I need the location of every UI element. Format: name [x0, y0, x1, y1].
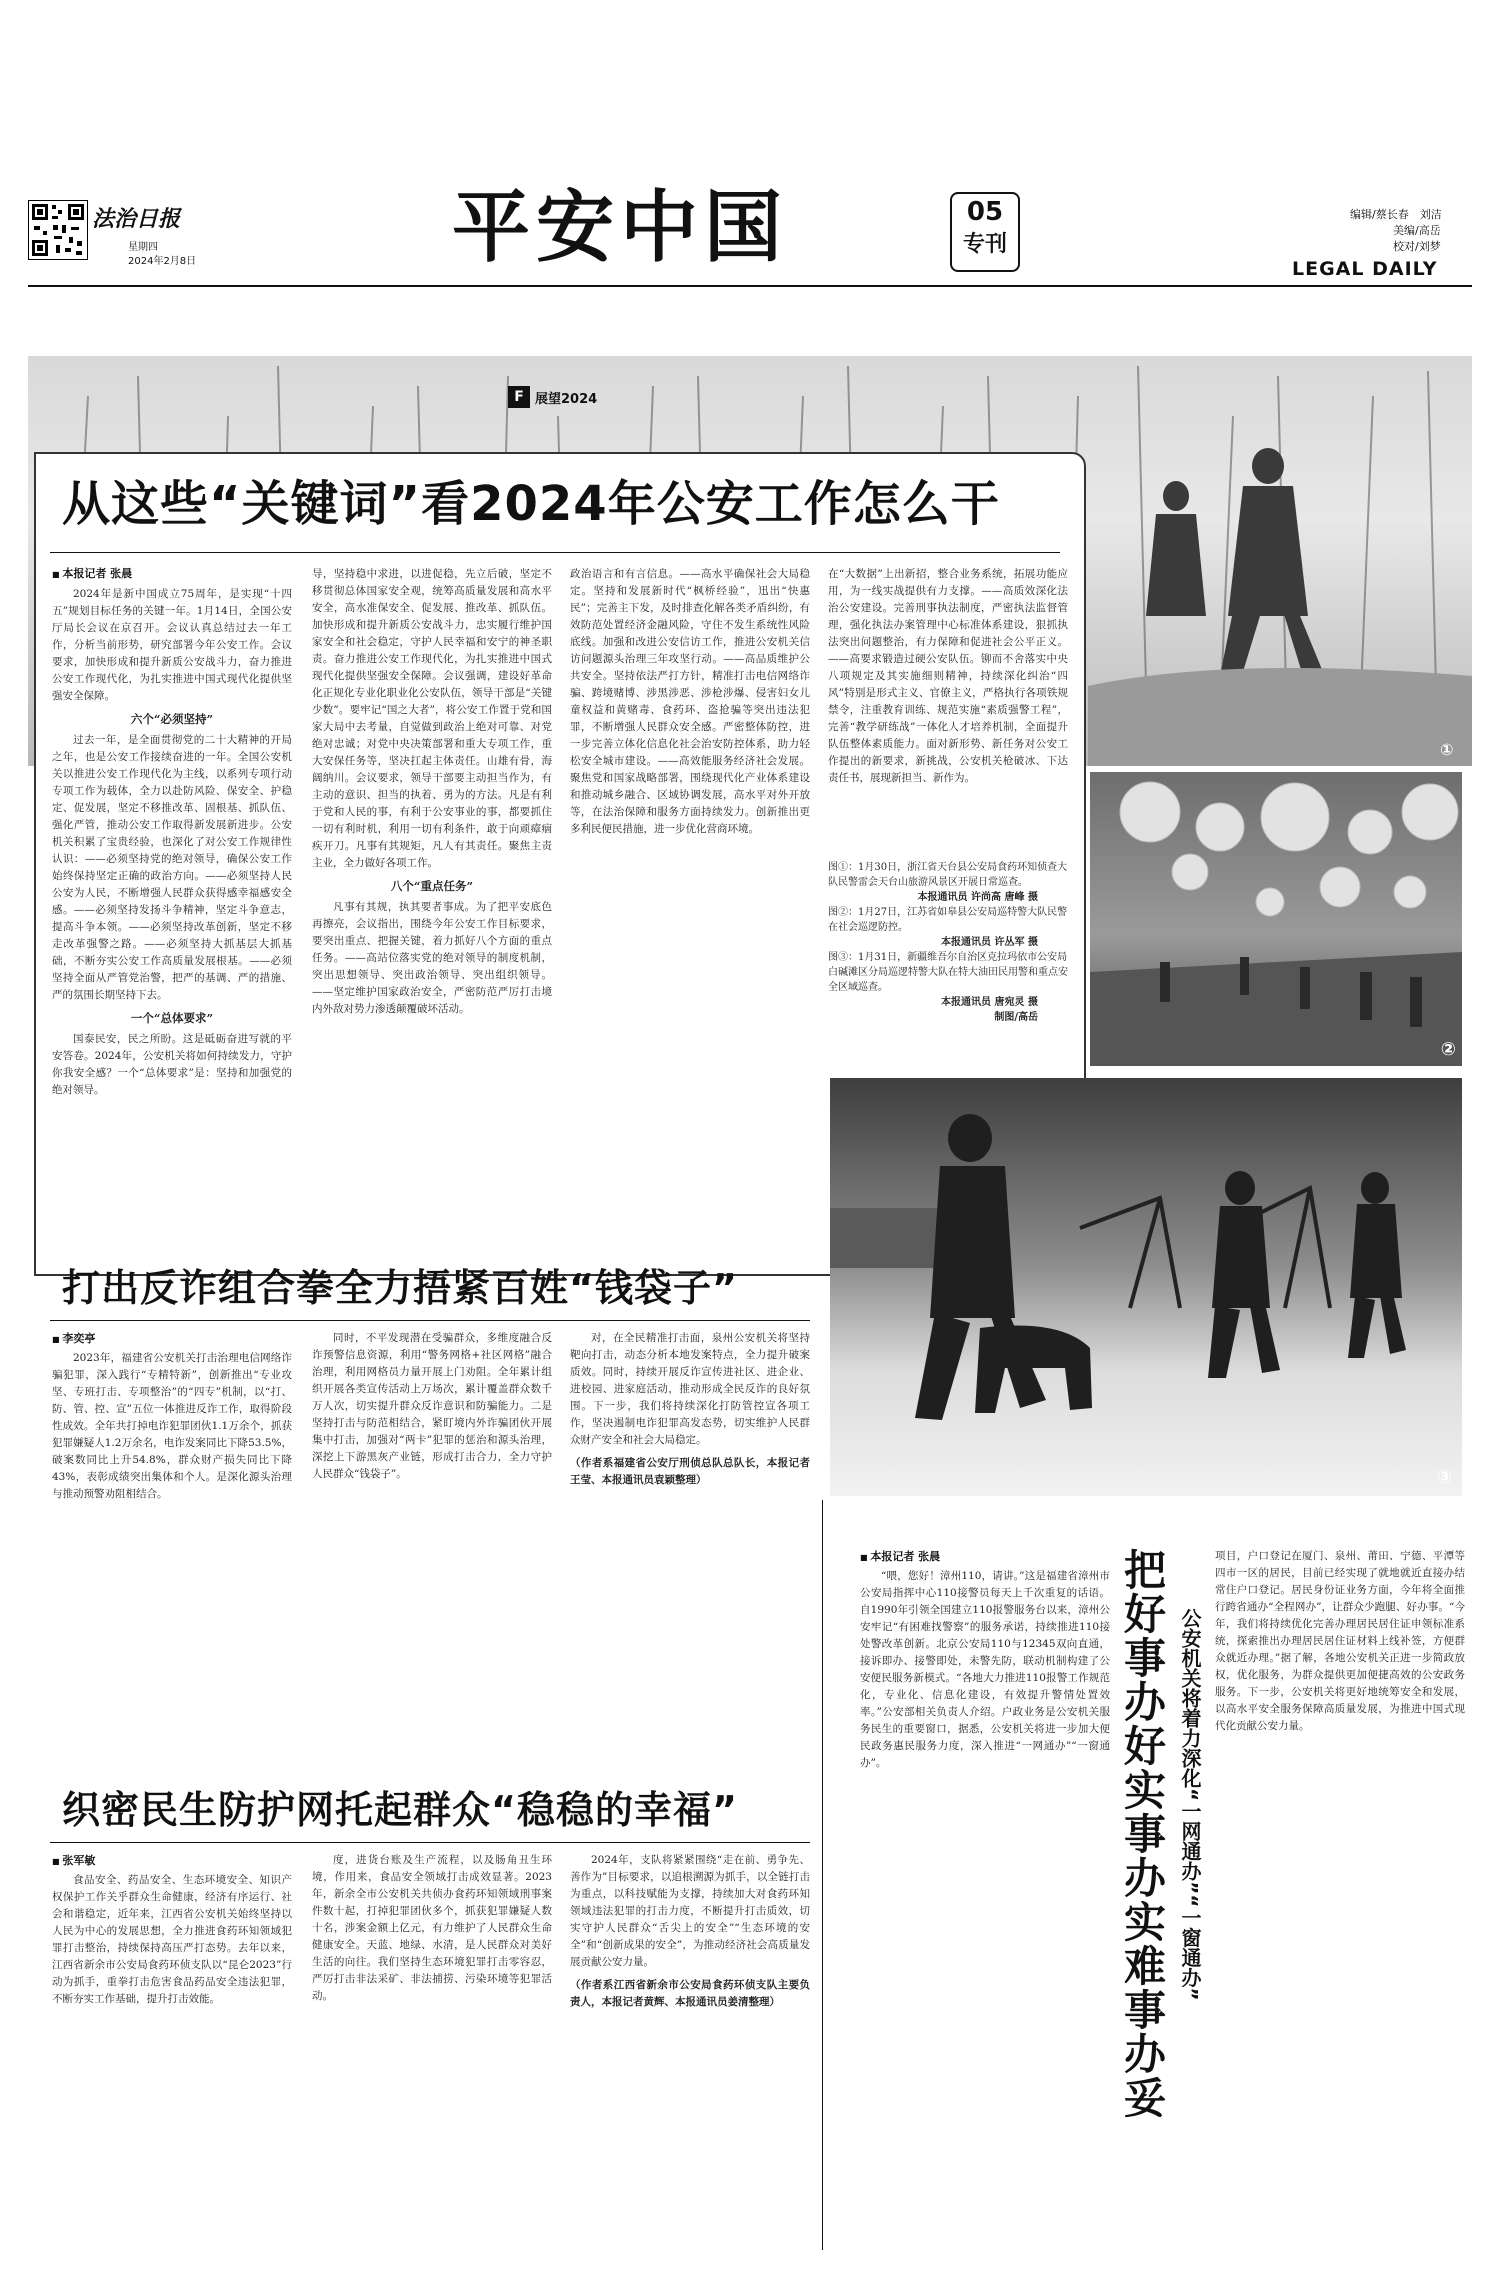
- paper-name: 法治日报: [92, 206, 181, 232]
- section-title: 平安中国: [452, 183, 789, 273]
- article1-p3: 国泰民安，民之所盼。这是砥砺奋进写就的平安答卷。2024年，公安机关将如何持续发力，守护你我安全感？一个“总体要求”是：坚持和加强党的绝对领导。: [52, 1033, 292, 1096]
- article1-subhead-1: 六个“必须坚持”: [130, 712, 214, 726]
- article1-col2-text: 导，坚持稳中求进，以进促稳，先立后破，坚定不移贯彻总体国家安全观，统筹高质量发展和高水平安全，高水准保安全、促发展、推改革、抓队伍。加快形成和提升新质公安战斗力，忠实履行维护国家安全和社会稳定，守护人民幸福和安宁的神圣职责。奋力推进公安工作现代化，为扎实推进中国式现代化提供坚强安全保障。会议强调，建设好革命化正规化专业化职业化公安队伍，领导干部是“关键少数”。要牢记“国之大者”，将公安工作置于党和国家大局中去考量，自觉做到政治上绝对可靠、对党绝对忠诚；对党中央决策部署和重大专项工作，重大安保任务等，坚决扛起主体责任。山雄有骨，海阔纳川。会议要求，领导干部要主动担当作为，有主动的意识、担当的执着、勇为的方法。凡是有利于党和人民的事，有利于公安事业的事，都要抓住一切有利时机，利用一切有利条件，敢于向顽瘴痼疾开刀。凡事有其规矩，凡人有其责任。聚焦主责主业，全力做好各项工作。: [312, 568, 552, 869]
- photo-number-3: ③: [1436, 1467, 1452, 1488]
- photo-caption-1: 图①：1月30日，浙江省天台县公安局食药环知侦查大队民警雷会天台山旅游风景区开展日常巡查。: [828, 862, 1068, 888]
- issue-date: 2024年2月8日: [128, 256, 197, 267]
- article2-col1-text: 2023年，福建省公安机关打击治理电信网络诈骗犯罪，深入践行“专精特新”，创新推出“专业攻坚、专班打击、专项整治”的“四专”机制，以“打、防、管、控、宣”五位一体推进反诈工作，取得阶段性成效。全年共打掉电诈犯罪团伙1.1万余个，抓获犯罪嫌疑人1.2万余名，电诈发案同比下降53.5%，破案数同比上升54.8%，群众财产损失同比下降43%，表彰成绩突出集体和个人。是深化源头治理与推动预警劝阻相结合。: [52, 1352, 292, 1500]
- weekday: 星期四: [128, 242, 158, 253]
- qr-code-icon: [28, 200, 88, 260]
- article1-col1: [52, 586, 292, 1261]
- oilfield-patrol-photo: [830, 1078, 1462, 1496]
- photo-credit-final: 制图/高岳: [994, 1012, 1038, 1023]
- article3-col2-text: 度，进货台账及生产流程，以及肠角丑生环境，作用来，食品安全领域打击成效显著。2023年，新余全市公安机关共侦办食药环知领域刑事案件数十起，打掉犯罪团伙多个，抓获犯罪嫌疑人数十名，涉案金额上亿元，有力维护了人民群众生命健康安全。天蓝、地绿、水清，是人民群众对美好生活的向往。我们坚持生态环境犯罪打击零容忍，严厉打击非法采矿、非法捕捞、污染环境等犯罪活动。: [312, 1854, 552, 2002]
- english-name: LEGAL DAILY: [1292, 258, 1438, 280]
- proof-line: 校对/刘梦: [1393, 240, 1441, 253]
- article3-headline: 织密民生防护网托起群众“稳稳的幸福”: [62, 1788, 738, 1832]
- article3-col1: [52, 1872, 292, 2242]
- article1-col2-tail: 凡事有其规，执其要者事成。为了把平安底色再擦亮，会议指出，围绕今年公安工作目标要求，要突出重点、把握关键，着力抓好八个方面的重点任务。——高站位落实党的绝对领导的制度机制，突出思想领导、突出政治领导、突出组织领导。——坚定维护国家政治安全，严密防范严厉打击境内外敌对势力渗透颠覆破坏活动。: [312, 901, 552, 1015]
- article1-headline: 从这些“关键词”看2024年公安工作怎么干: [62, 476, 1000, 532]
- article1-col4-text: 在“大数据”上出新招，整合业务系统，拓展功能应用，为一线实战提供有力支撑。——高质效深化法治公安建设。完善刑事执法制度，严密执法监督管理，强化执法办案管理中心标准体系建设，狠抓执法突出问题整治，有力保障和促进社会公平正义。——高要求锻造过硬公安队伍。铆而不舍落实中央八项规定及其实施细则精神，持续深化纠治“四风”特别是形式主义、官僚主义，严格执行各项铁规禁令，注重教育训练、规范实施“素质强警工程”，完善“教学研练战”一体化人才培养机制，全面提升队伍整体素质能力。面对新形势、新任务对公安工作提出的新要求，新挑战，公安机关枪破冰、下达责任书，展现新担当、新作为。: [828, 568, 1068, 784]
- photo-credit-1: 本报通讯员 许尚高 唐峰 摄: [917, 892, 1038, 903]
- article3-note: （作者系江西省新余市公安局食药环侦支队主要负责人，本报记者黄辉、本报通讯员姜清整理）: [570, 1979, 810, 2008]
- article1-byline: ■ 本报记者 张晨: [52, 565, 132, 581]
- article4-col1-text: “喂，您好！漳州110，请讲。”这是福建省漳州市公安局指挥中心110接警员每天上千次重复的话语。自1990年引领全国建立110报警服务台以来，漳州公安牢记“有困难找警察”的服务承诺，持续推进110接处警改革创新。北京公安局110与12345双向直通，接诉即办、接警即处，未警先防，联动机制构建了公安便民服务新模式。“各地大力推进110报警工作规范化，专业化、信息化建设，有效提升警情处置效率。”公安部相关负责人介绍。户政业务是公安机关服务民生的重要窗口，据悉，公安机关将进一步加大便民政务惠民服务力度，深入推进“一网通办”“一窗通办”。: [860, 1570, 1110, 1769]
- article2-byline: ■ 李奕亭: [52, 1330, 95, 1346]
- editor-line: 编辑/蔡长春 刘洁: [1350, 208, 1442, 221]
- photo-captions: [828, 860, 1068, 1065]
- article3-col3-text: 2024年，支队将紧紧围绕“走在前、勇争先、善作为”目标要求，以追根溯源为抓手，以全链打击为重点，以科技赋能为支撑，持续加大对食药环知领域违法犯罪的打击力度，不断提升打击质效，切实守护人民群众“舌尖上的安全”“生态环境的安全”和“创新成果的安全”，为推动经济社会高质量发展贡献公安力量。: [570, 1854, 810, 1968]
- article3-rule: [50, 1842, 810, 1843]
- article1-col3: [570, 566, 810, 1261]
- article2-col2: [312, 1330, 552, 1730]
- article3-col3: [570, 1852, 810, 2242]
- masthead: [0, 0, 1500, 330]
- photo-credit-3: 本报通讯员 唐宛灵 摄: [941, 997, 1038, 1008]
- photo-number-2: ②: [1440, 1039, 1456, 1060]
- article1-subhead-3: 八个“重点任务”: [390, 879, 474, 893]
- article1-col3-text: 政治语言和有言信息。——高水平确保社会大局稳定。坚持和发展新时代“枫桥经验”，迅出“快惠民”；完善主下发，及时排查化解各类矛盾纠纷，有效防范处置经济金融风险，守住不发生系统性风险底线。加强和改进公安信访工作，推进公安机关信访问题源头治理三年攻坚行动。——高品质维护公共安全。坚持依法严打方针，精准打击电信网络诈骗、跨境赌博、涉黑涉恶、涉枪涉爆、侵害妇女儿童权益和黄赌毒、食药环、盗抢骗等突出违法犯罪，不断增强人民群众安全感。严密整体防控，进一步完善立体化信息化社会治安防控体系，助力轻松安全城市建设。——高效能服务经济社会发展。聚焦党和国家战略部署，围绕现代化产业体系建设和推动城乡融合、区域协调发展，高水平对外开放等，在法治保障和服务方面持续发力。创新推出更多利民便民措施，进一步优化营商环境。: [570, 568, 810, 835]
- article4-byline: ■ 本报记者 张晨: [860, 1548, 940, 1564]
- art-line: 美编/高岳: [1393, 224, 1441, 237]
- photo-number-1: ①: [1440, 740, 1454, 759]
- article1-p2: 过去一年，是全面贯彻党的二十大精神的开局之年，也是公安工作接续奋进的一年。全国公安机关以推进公安工作现代化为主线，以系列专项行动专项工作为载体，全力以赴防风险、保安全、护稳定、促发展，坚定不移推改革、固根基、抓队伍、强化严管，推动公安工作取得新发展新进步。公安机关积累了宝贵经验，也深化了对公安工作规律性认识：——必须坚持党的绝对领导，确保公安工作始终保持坚定正确的政治方向。——必须坚持人民公安为人民，不断增强人民群众获得感幸福感安全感。——必须坚持发扬斗争精神，坚定斗争意志，提高斗争本领。——必须坚持改革创新，坚定不移走改革强警之路。——必须坚持大抓基层大抓基础，不断夯实公安工作高质量发展根基。——必须坚持全面从严管党治警，把严的基调、严的措施、严的氛围长期坚持下去。: [52, 734, 292, 1001]
- article1-subhead-2: 一个“总体要求”: [130, 1011, 214, 1025]
- article4-col1: [860, 1568, 1110, 2248]
- article1-intro: 2024年是新中国成立75周年，是实现“十四五”规划目标任务的关键一年。1月14日，全国公安厅局长会议在京召开。会议认真总结过去一年工作，分析当前形势，研究部署今年公安工作。会议要求，加快形成和提升新质公安战斗力，奋力推进公安工作现代化，为扎实推进中国式现代化提供坚强安全保障。: [52, 588, 292, 702]
- photo-caption-2: 图②：1月27日，江苏省如皋县公安局巡特警大队民警在社会巡逻防控。: [828, 907, 1068, 933]
- page-number-box: [950, 192, 1020, 272]
- article2-col1: [52, 1350, 292, 1730]
- article4-vertical-title: 把好事办好实事办实难事办妥: [1118, 1548, 1167, 2120]
- article4-vertical-subtitle: 公安机关将着力深化“一网通办”“一窗通办”: [1178, 1608, 1202, 2001]
- article2-col3: [570, 1330, 810, 1730]
- page-number: 05: [966, 197, 1004, 227]
- article1-head-rule: [50, 552, 1060, 553]
- article4-col2-text: 项目，户口登记在厦门、泉州、莆田、宁德、平潭等四市一区的居民，目前已经实现了就地就近直接办结常住户口登记。居民身份证业务方面，今年将全面推行跨省通办“全程网办”，让群众少跑腿、好办事。“今年，我们将持续优化完善办理居民居住证申领标准系统，探索推出办理居民居住证材料上线补签，方便群众就近办理。”据了解，各地公安机关正进一步简政放权，优化服务，为群众提供更加便捷高效的公安政务服务。下一步，公安机关将更好地统筹安全和发展，以高水平安全服务保障高质量发展，为推进中国式现代化贡献公安力量。: [1215, 1550, 1465, 1732]
- lantern-street-photo: [1090, 772, 1462, 1066]
- column-tag: [508, 384, 597, 410]
- masthead-rule: [28, 285, 1472, 287]
- article2-note: （作者系福建省公安厅刑侦总队总队长，本报记者王莹、本报通讯员袁颖整理）: [570, 1457, 810, 1486]
- article2-headline: 打出反诈组合拳全力捂紧百姓“钱袋子”: [62, 1266, 738, 1310]
- photo-caption-3: 图③：1月31日，新疆维吾尔自治区克拉玛依市公安局白碱滩区分局巡逻特警大队在特大油田民用警和重点安全区域巡查。: [828, 952, 1068, 993]
- column-tag-label: 展望2024: [535, 391, 598, 407]
- article3-byline: ■ 张军敏: [52, 1852, 95, 1868]
- article4-col2: [1215, 1548, 1465, 2248]
- article2-col3-text: 对，在全民精准打击面，泉州公安机关将坚持靶向打击，动态分析本地发案特点，全力提升破案质效。同时，持续开展反诈宣传进社区、进企业、进校园、进家庭活动，推动形成全民反诈的良好氛围。下一步，我们将持续深化打防管控宣各项工作，坚决遏制电诈犯罪高发态势，切实维护人民群众财产安全和社会大局稳定。: [570, 1332, 810, 1446]
- article3-col1-text: 食品安全、药品安全、生态环境安全、知识产权保护工作关乎群众生命健康，经济有序运行、社会和谐稳定，近年来，江西省公安机关始终坚持以人民为中心的发展思想，全力推进食药环知领域犯罪打击整治，持续保持高压严打态势。去年以来，江西省新余市公安局食药环侦支队以“昆仑2023”行动为抓手，重拳打击危害食品药品安全违法犯罪，不断夯实工作基础，提升打击效能。: [52, 1874, 292, 2005]
- article2-col2-text: 同时，不平发现潜在受骗群众，多维度融合反诈预警信息资源，利用“警务网格+社区网格”融合治理，利用网格员力量开展上门劝阻。全年累计组织开展各类宣传活动上万场次，累计覆盖群众数千万人次，切实提升群众反诈意识和防骗能力。二是坚持打击与防范相结合，紧盯境内外诈骗团伙开展集中打击，加强对“两卡”犯罪的惩治和源头治理，深挖上下游黑灰产业链，形成打击合力，全力守护人民群众“钱袋子”。: [312, 1332, 552, 1480]
- column-divider: [822, 1500, 823, 2250]
- article2-rule: [50, 1320, 810, 1321]
- page-type: 专刊: [962, 232, 1007, 257]
- article1-col4: [828, 566, 1068, 856]
- article3-col2: [312, 1852, 552, 2242]
- column-tag-icon: F: [508, 386, 530, 408]
- article1-col2: [312, 566, 552, 1261]
- photo-credit-2: 本报通讯员 许丛军 摄: [941, 937, 1038, 948]
